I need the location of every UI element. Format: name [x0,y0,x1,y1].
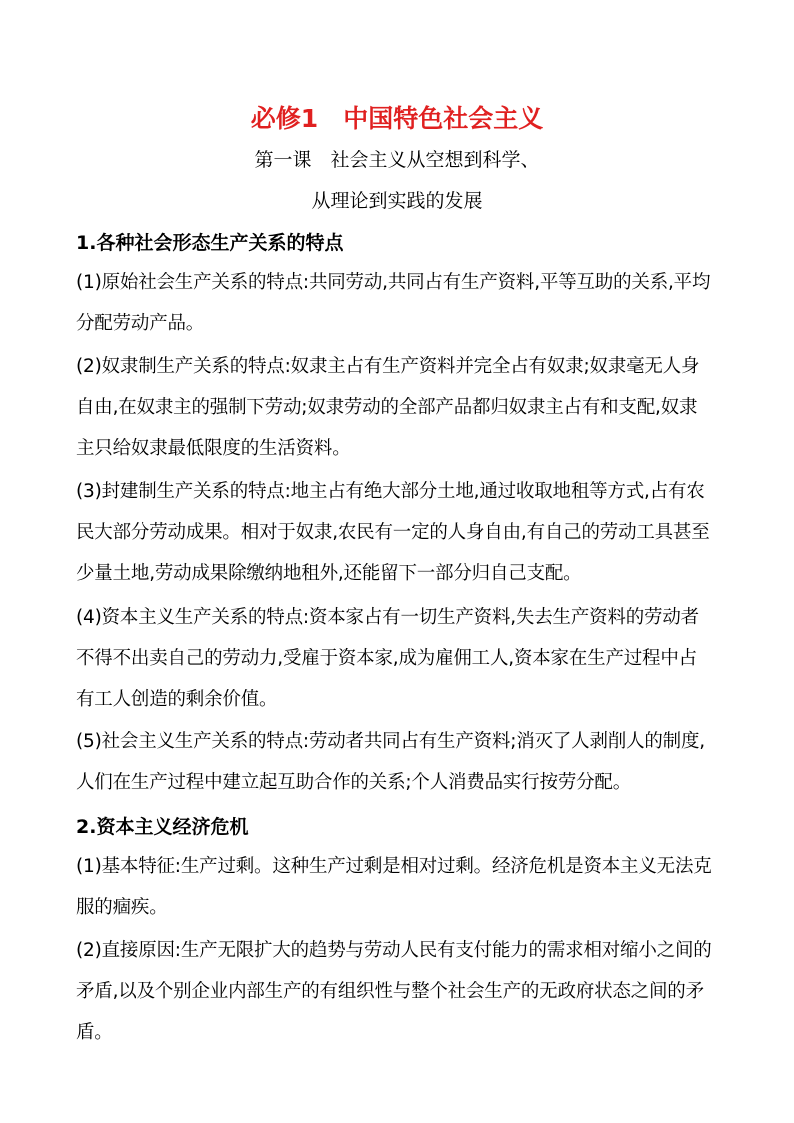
paragraph-2-2 [76,930,726,1053]
paragraph-line: 分配劳动产品。 [76,313,205,334]
paragraph-line: 服的痼疾。 [76,897,168,918]
paragraph-2-1 [76,846,726,928]
lesson-title-line-1: 第一课 社会主义从空想到科学、 [254,149,540,171]
paragraph-line: (1)原始社会生产关系的特点:共同劳动,共同占有生产资料,平等互助的关系,平均 [76,272,711,293]
paragraph-1-3 [76,471,726,594]
paragraph-line: (3)封建制生产关系的特点:地主占有绝大部分土地,通过收取地租等方式,占有农 [76,481,705,502]
paragraph-line: (2)奴隶制生产关系的特点:奴隶主占有生产资料并完全占有奴隶;奴隶毫无人身 [76,356,700,377]
paragraph-line: (2)直接原因:生产无限扩大的趋势与劳动人民有支付能力的需求相对缩小之间的 [76,940,712,961]
paragraph-line: 不得不出卖自己的劳动力,受雇于资本家,成为雇佣工人,资本家在生产过程中占 [76,648,697,669]
paragraph-line: 盾。 [76,1022,113,1043]
paragraph-line: (4)资本主义生产关系的特点:资本家占有一切生产资料,失去生产资料的劳动者 [76,607,699,628]
paragraph-line: 矛盾,以及个别企业内部生产的有组织性与整个社会生产的无政府状态之间的矛 [76,981,704,1002]
paragraph-line: 主只给奴隶最低限度的生活资料。 [76,438,351,459]
paragraph-1-2 [76,346,726,469]
section-heading-2: 2.资本主义经济危机 [76,816,249,838]
paragraph-line: 自由,在奴隶主的强制下劳动;奴隶劳动的全部产品都归奴隶主占有和支配,奴隶 [76,397,698,418]
lesson-title-line-2: 从理论到实践的发展 [311,190,483,212]
paragraph-line: 民大部分劳动成果。相对于奴隶,农民有一定的人身自由,有自己的劳动工具甚至 [76,522,710,543]
paragraph-1-5 [76,721,726,803]
section-heading-1: 1.各种社会形态生产关系的特点 [76,232,344,254]
paragraph-line: (5)社会主义生产关系的特点:劳动者共同占有生产资料;消灭了人剥削人的制度, [76,731,705,752]
paragraph-line: 人们在生产过程中建立起互助合作的关系;个人消费品实行按劳分配。 [76,772,632,793]
paragraph-line: (1)基本特征:生产过剩。这种生产过剩是相对过剩。经济危机是资本主义无法克 [76,856,712,877]
document-title: 必修1 中国特色社会主义 [250,104,544,133]
paragraph-1-1 [76,262,726,344]
paragraph-line: 少量土地,劳动成果除缴纳地租外,还能留下一部分归自己支配。 [76,563,582,584]
paragraph-line: 有工人创造的剩余价值。 [76,689,278,710]
paragraph-1-4 [76,597,726,720]
